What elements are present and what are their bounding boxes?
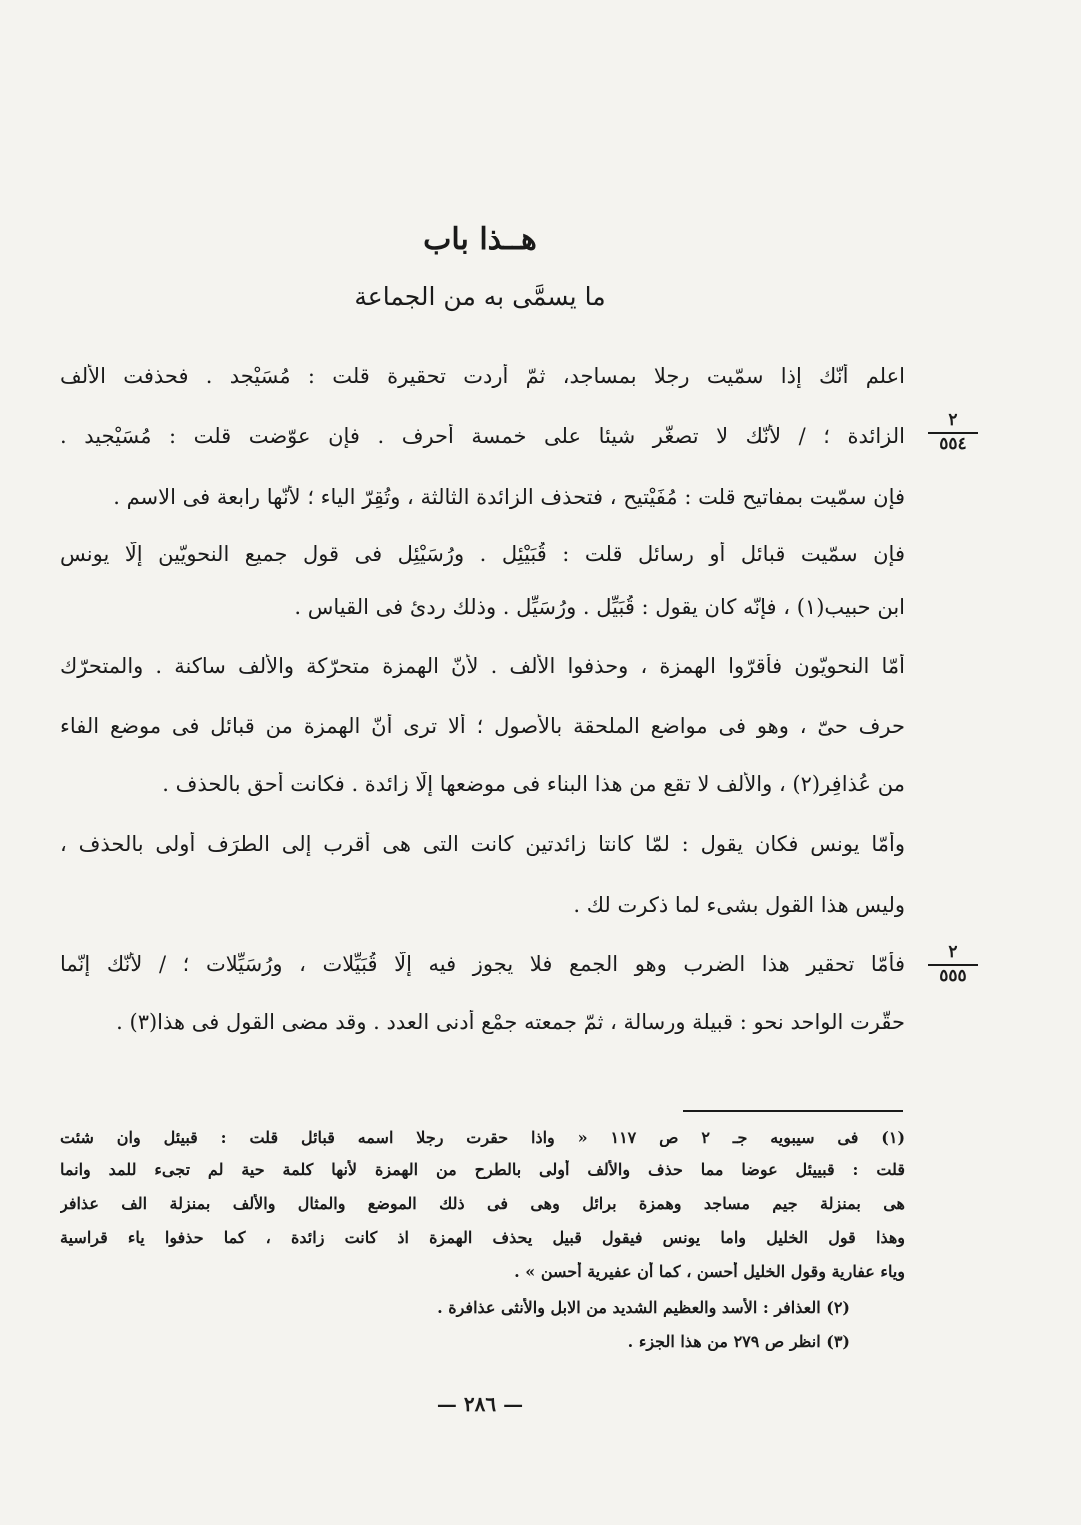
footnote-line: هى بمنزلة جيم مساجد وهمزة برائل وهى فى ذلك الموضع والمثال والألف بمنزلة الف عذافر — [60, 1194, 905, 1213]
body-line: حقّرت الواحد نحو : قبيلة ورسالة ، ثمّ جمعته جمْع أدنى العدد . وقد مضى القول فى هذا(٣) . — [116, 1010, 905, 1034]
margin-page-marker — [928, 944, 978, 986]
body-line: فأمّا تحقير هذا الضرب وهو الجمع فلا يجوز فيه إلّا قُبَيِّلات ، ورُسَيِّلات ؛ / لأنّك إنّما — [60, 952, 905, 976]
body-line: اعلم أنّك إذا سمّيت رجلا بمساجد، ثمّ أردت تحقيرة قلت : مُسَيْجد . فحذفت الألف — [60, 364, 905, 388]
marker-volume: ٢ — [928, 412, 978, 434]
footnote-line: (٢) العذافر : الأسد والعظيم الشديد من الابل والأنثى عذافرة . — [437, 1298, 850, 1317]
marker-page: ٥٥٥ — [939, 965, 967, 986]
body-line: حرف حىّ ، وهو فى مواضع الملحقة بالأصول ؛ ألا ترى أنّ الهمزة من قبائل فى موضع الفاء — [60, 714, 905, 738]
body-line: وأمّا يونس فكان يقول : لمّا كانتا زائدتين كانت التى هى أقرب إلى الطرَف أولى بالحذف ، — [60, 832, 905, 856]
footnote-line: (١) فى سيبويه جـ ٢ ص ١١٧ « واذا حقرت رجلا اسمه قبائل قلت : قبيئل وان شئت — [60, 1128, 905, 1147]
chapter-subtitle: ما يسمَّى به من الجماعة — [354, 282, 606, 311]
footnote-line: قلت : قبييئل عوضا مما حذف والألف أولى بالطرح من الهمزة لأنها كلمة حية لم تجىء للمد وانما — [60, 1160, 905, 1179]
marker-volume: ٢ — [928, 944, 978, 966]
body-line: فإن سمّيت بمفاتيح قلت : مُفَيْتيح ، فتحذف الزائدة الثالثة ، وتُقِرّ الياء ؛ لأنّها رابعة فى الاسم . — [113, 485, 905, 509]
body-line: فإن سمّيت قبائل أو رسائل قلت : قُبَيْئِل . ورُسَيْئِل فى قول جميع النحويّين إلّا يونس — [60, 542, 905, 566]
chapter-title: هــذا باب — [423, 222, 537, 257]
body-line: من عُذافِر(٢) ، والألف لا تقع من هذا البناء فى موضعها إلّا زائدة . فكانت أحق بالحذف . — [162, 772, 905, 796]
body-line: الزائدة ؛ / لأنّك لا تصغّر شيئا على خمسة أحرف . فإن عوّضت قلت : مُسَيْجيد . — [60, 424, 905, 448]
footnote-divider — [683, 1110, 903, 1112]
margin-page-marker — [928, 412, 978, 454]
footnote-line: وهذا قول الخليل واما يونس فيقول قبيل يحذف الهمزة اذ كانت زائدة ، كما حذفوا ياء قراسية — [60, 1228, 905, 1247]
footnote-line: وياء عفارية وقول الخليل أحسن ، كما أن عفيرية أحسن » . — [514, 1262, 905, 1281]
body-line: ابن حبيب(١) ، فإنّه كان يقول : قُبَيِّل . ورُسَيِّل . وذلك ردئ فى القياس . — [294, 595, 905, 619]
page-number: — ٢٨٦ — — [436, 1392, 524, 1416]
footnote-line: (٣) انظر ص ٢٧٩ من هذا الجزء . — [627, 1332, 850, 1351]
marker-page: ٥٥٤ — [939, 433, 967, 454]
body-line: وليس هذا القول بشىء لما ذكرت لك . — [573, 893, 905, 917]
body-line: أمّا النحويّون فأقرّوا الهمزة ، وحذفوا الألف . لأنّ الهمزة متحرّكة والألف ساكنة . والمتحرّك — [60, 654, 905, 678]
